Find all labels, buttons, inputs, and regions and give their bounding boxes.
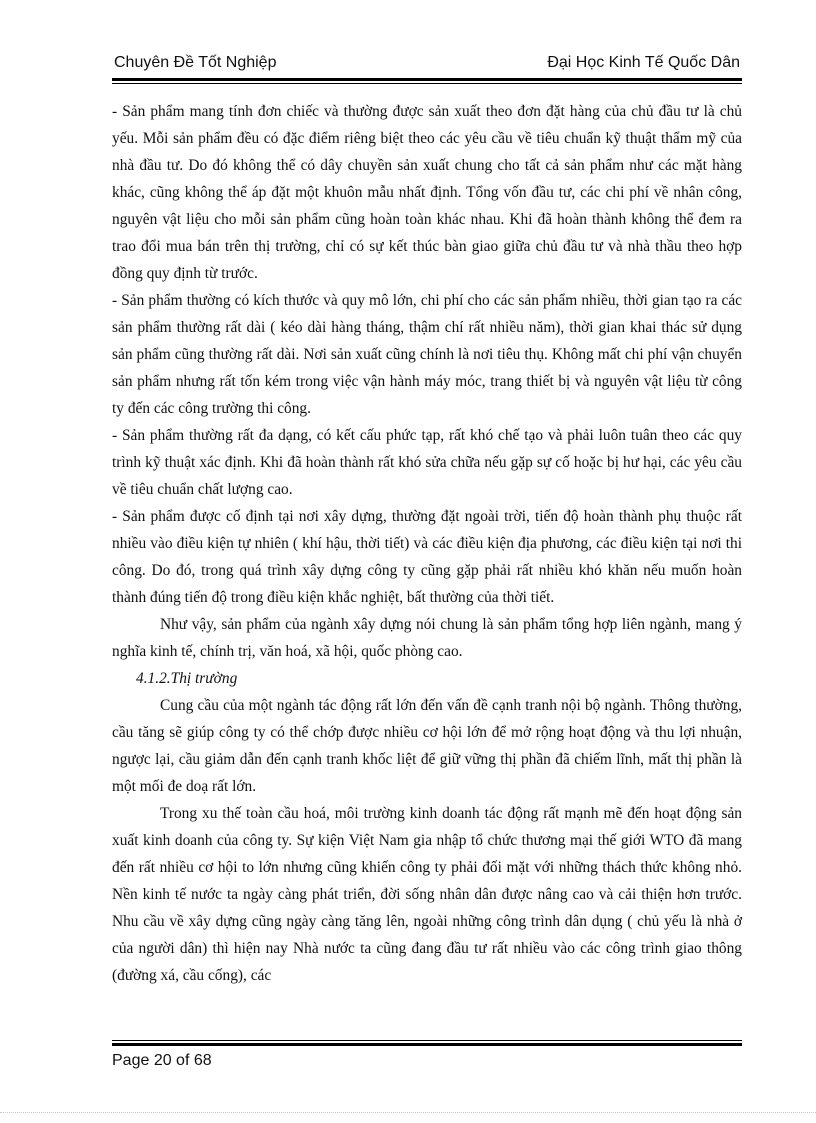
page-number: Page 20 of 68 <box>112 1052 212 1069</box>
header-rule-thin <box>112 83 742 84</box>
footer-rule-thin <box>112 1040 742 1041</box>
paragraph: Như vậy, sản phẩm của ngành xây dựng nói chung là sản phẩm tổng hợp liên ngành, mang ý nghĩa kinh tế, chính trị, văn hoá, xã hội, quốc phòng cao. <box>112 616 742 660</box>
paragraph: - Sản phẩm thường rất đa dạng, có kết cấu phức tạp, rất khó chế tạo và phải luôn tuân theo các quy trình kỹ thuật xác định. Khi đã hoàn thành rất khó sửa chữa nếu gặp sự cố hoặc bị hư hại, các yêu cầu về tiêu chuẩn chất lượng cao. <box>112 427 742 498</box>
paragraph: - Sản phẩm mang tính đơn chiếc và thường được sản xuất theo đơn đặt hàng của chủ đầu tư là chủ yếu. Mỗi sản phẩm đều có đặc điểm riêng biệt theo các yêu cầu về tiêu chuẩn kỹ thuật thẩm mỹ của nhà đầu tư. Do đó không thể có dây chuyền sản xuất chung cho tất cả sản phẩm như các mặt hàng khác, cũng không thể áp đặt một khuôn mẫu nhất định. Tổng vốn đầu tư, các chi phí về nhân công, nguyên vật liệu cho mỗi sản phẩm cũng hoàn toàn khác nhau. Khi đã hoàn thành không thể đem ra trao đổi mua bán trên thị trường, chỉ có sự kết thúc bàn giao giữa chủ đầu tư và nhà thầu theo hợp đồng quy định từ trước. <box>112 103 742 282</box>
header-left-title: Chuyên Đề Tốt Nghiệp <box>114 54 277 71</box>
section-subheading: 4.1.2.Thị trường <box>136 670 238 687</box>
footer-rule-thick <box>112 1043 742 1046</box>
paragraph: - Sản phẩm được cố định tại nơi xây dựng, thường đặt ngoài trời, tiến độ hoàn thành phụ thuộc rất nhiều vào điều kiện tự nhiên ( khí hậu, thời tiết) và các điều kiện địa phương, các điều kiện tại nơi thi công. Do đó, trong quá trình xây dựng công ty cũng gặp phải rất nhiều khó khăn nếu muốn hoàn thành đúng tiến độ trong điều kiện khắc nghiệt, bất thường của thời tiết. <box>112 508 742 606</box>
paragraph: Cung cầu của một ngành tác động rất lớn đến vấn đề cạnh tranh nội bộ ngành. Thông thường, cầu tăng sẽ giúp công ty có thể chớp được nhiều cơ hội lớn để mở rộng hoạt động và thu lợi nhuận, ngược lại, cầu giảm dẫn đến cạnh tranh khốc liệt để giữ vững thị phần đã chiếm lĩnh, mất thị phần là một mối đe doạ rất lớn. <box>112 697 742 795</box>
document-body <box>112 98 742 989</box>
header-right-title: Đại Học Kinh Tế Quốc Dân <box>547 54 740 71</box>
header-rule-thick <box>112 78 742 81</box>
paragraph: Trong xu thế toàn cầu hoá, môi trường kinh doanh tác động rất mạnh mẽ đến hoạt động sản xuất kinh doanh của công ty. Sự kiện Việt Nam gia nhập tổ chức thương mại thế giới WTO đã mang đến rất nhiều cơ hội to lớn nhưng cũng khiến công ty phải đối mặt với những thách thức không nhỏ. Nền kinh tế nước ta ngày càng phát triển, đời sống nhân dân được nâng cao và cải thiện hơn trước. Nhu cầu về xây dựng cũng ngày càng tăng lên, ngoài những công trình dân dụng ( chủ yếu là nhà ở của người dân) thì hiện nay Nhà nước ta cũng đang đầu tư rất nhiều vào các công trình giao thông (đường xá, cầu cống), các <box>112 805 742 984</box>
page-header <box>112 52 742 76</box>
paragraph: - Sản phẩm thường có kích thước và quy mô lớn, chi phí cho các sản phẩm nhiều, thời gian tạo ra các sản phẩm thường rất dài ( kéo dài hàng tháng, thậm chí rất nhiều năm), thời gian khai thác sử dụng sản phẩm cũng thường rất dài. Nơi sản xuất cũng chính là nơi tiêu thụ. Không mất chi phí vận chuyển sản phẩm nhưng rất tốn kém trong việc vận hành máy móc, trang thiết bị và nguyên vật liệu từ công ty đến các công trường thi công. <box>112 292 742 417</box>
page-bottom-dotted-line <box>0 1112 816 1113</box>
